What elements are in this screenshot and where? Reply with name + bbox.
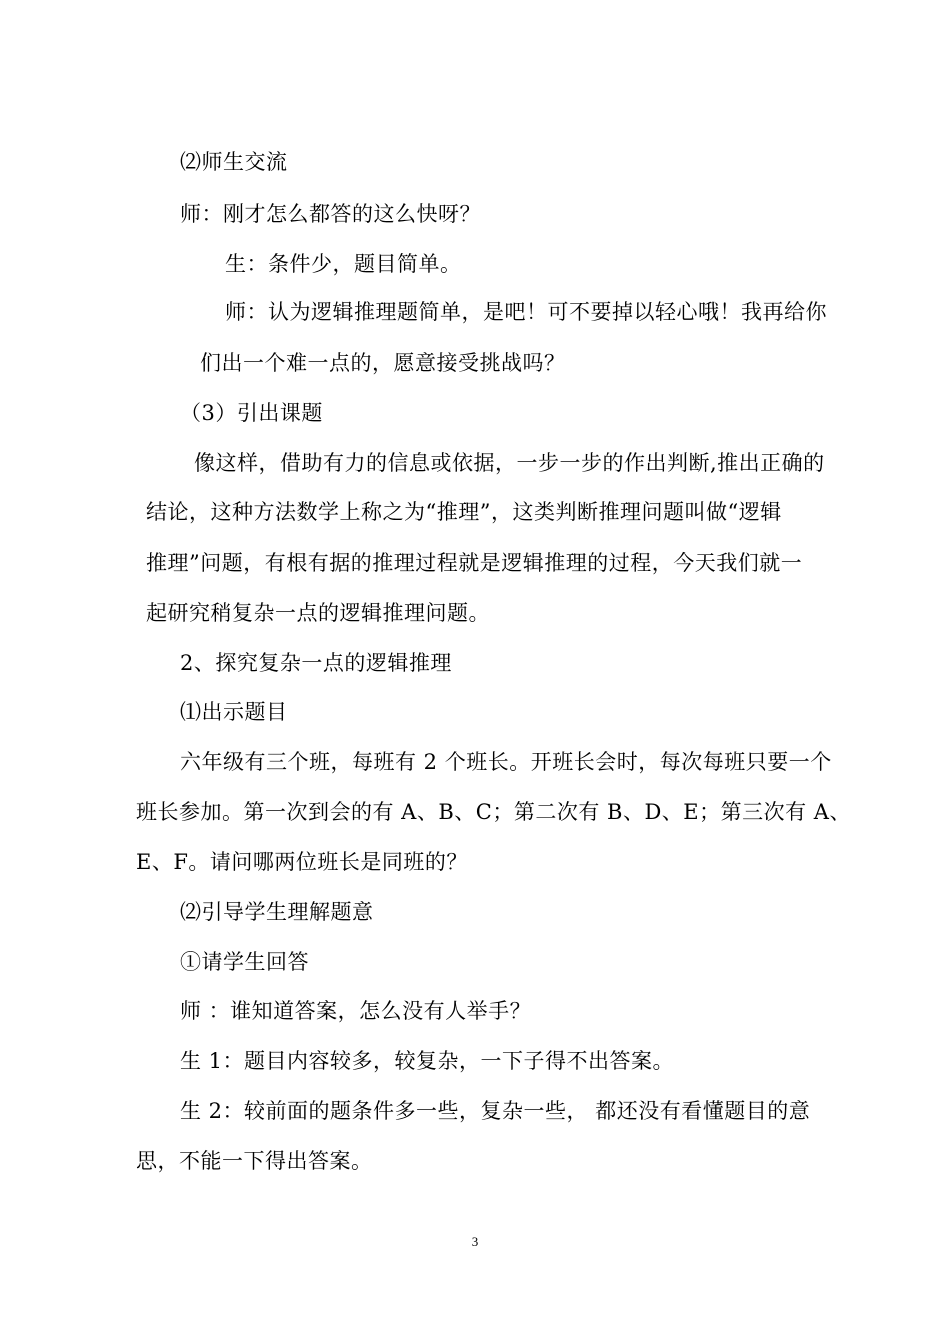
- text-line-1: ⑵师生交流: [180, 150, 288, 174]
- text-line-21: 思，不能一下得出答案。: [136, 1149, 373, 1173]
- text-line-8: 结论，这种方法数学上称之为“推理”，这类判断推理问题叫做“逻辑: [146, 500, 782, 524]
- text-line-19: 生 1：题目内容较多，较复杂，一下子得不出答案。: [180, 1049, 675, 1073]
- text-line-6: （3）引出课题: [180, 401, 323, 425]
- text-line-12: ⑴出示题目: [180, 700, 288, 724]
- text-line-7: 像这样，借助有力的信息或依据，一步一步的作出判断,推出正确的: [194, 451, 825, 475]
- text-line-18: 师 ：谁知道答案，怎么没有人举手？: [180, 999, 532, 1023]
- text-line-20: 生 2：较前面的题条件多一些，复杂一些， 都还没有看懂题目的意: [180, 1099, 811, 1123]
- text-line-17: ①请学生回答: [180, 950, 309, 974]
- text-line-16: ⑵引导学生理解题意: [180, 900, 374, 924]
- text-line-2: 师：刚才怎么都答的这么快呀？: [180, 202, 481, 226]
- text-line-9: 推理”问题，有根有据的推理过程就是逻辑推理的过程，今天我们就一: [146, 551, 803, 575]
- text-line-14: 班长参加。第一次到会的有 A、B、C；第二次有 B、D、E；第三次有 A、: [136, 800, 851, 824]
- page-number: 3: [471, 1234, 479, 1249]
- text-line-15: E、F。请问哪两位班长是同班的？: [136, 850, 468, 874]
- text-line-3: 生：条件少，题目简单。: [225, 252, 462, 276]
- text-line-11: 2、探究复杂一点的逻辑推理: [180, 651, 452, 675]
- text-line-10: 起研究稍复杂一点的逻辑推理问题。: [146, 601, 490, 625]
- text-line-13: 六年级有三个班，每班有 2 个班长。开班长会时，每次每班只要一个: [180, 750, 832, 774]
- text-line-4: 师：认为逻辑推理题简单，是吧！可不要掉以轻心哦！我再给你: [225, 300, 827, 324]
- text-line-5: 们出一个难一点的，愿意接受挑战吗？: [200, 351, 566, 375]
